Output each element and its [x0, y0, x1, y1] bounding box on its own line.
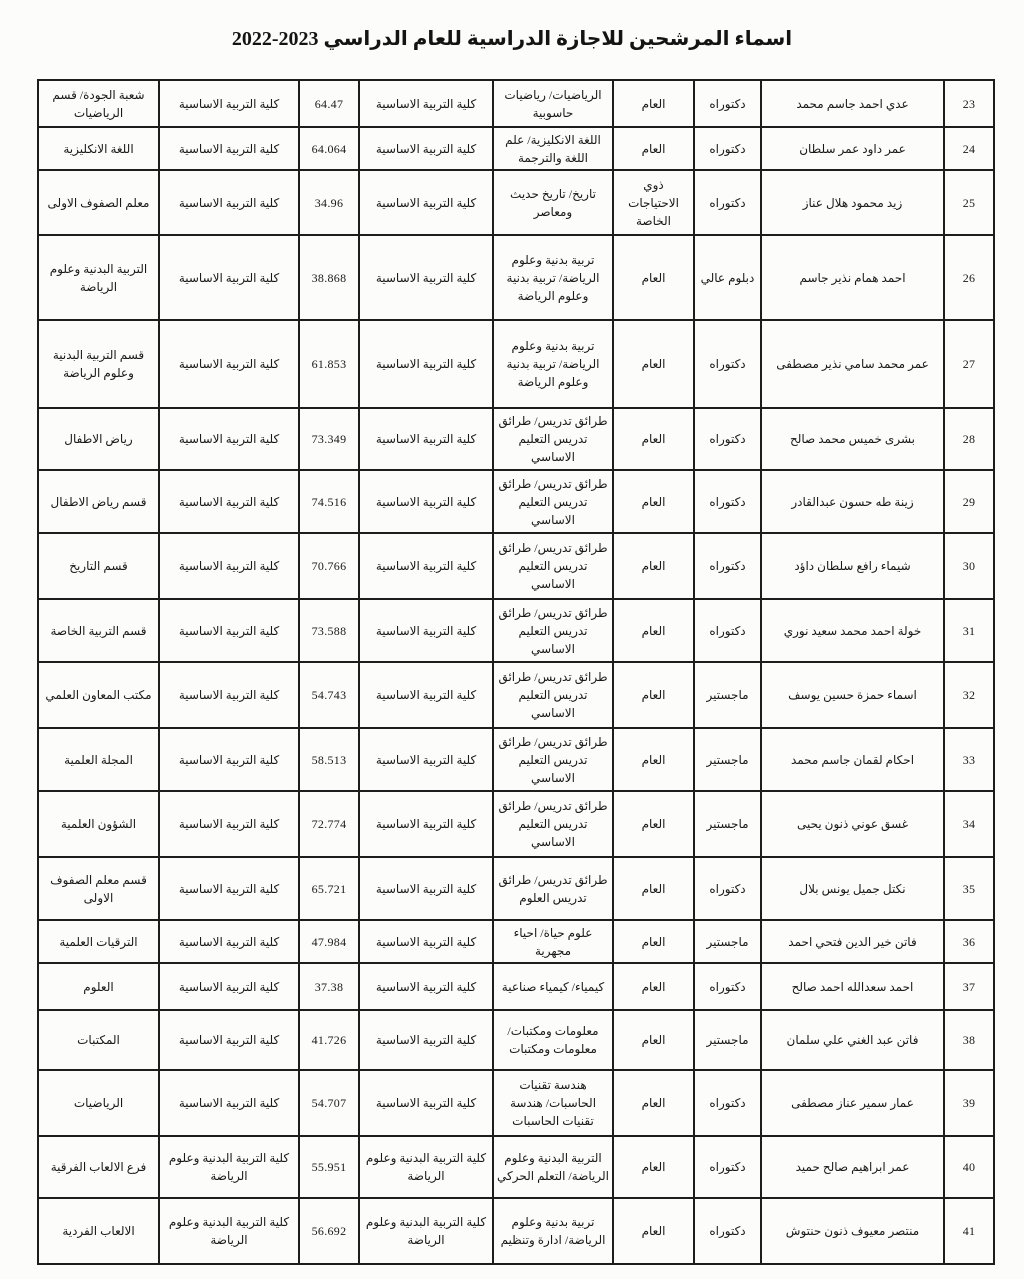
cell-name: فاتن عبد الغني علي سلمان	[761, 1010, 944, 1070]
cell-college: كلية التربية البدنية وعلوم الرياضة	[359, 1136, 493, 1198]
cell-no: 41	[944, 1198, 994, 1264]
cell-college: كلية التربية الاساسية	[359, 662, 493, 728]
cell-degree: دكتوراه	[694, 1070, 761, 1136]
cell-degree: ماجستير	[694, 728, 761, 791]
cell-college: كلية التربية الاساسية	[359, 920, 493, 963]
cell-category: العام	[613, 1070, 694, 1136]
cell-department: المكتبات	[38, 1010, 159, 1070]
cell-category: العام	[613, 533, 694, 599]
cell-no: 27	[944, 320, 994, 408]
cell-score: 47.984	[299, 920, 359, 963]
cell-department: التربية البدنية وعلوم الرياضة	[38, 235, 159, 320]
cell-no: 33	[944, 728, 994, 791]
cell-category: العام	[613, 662, 694, 728]
cell-category: العام	[613, 1198, 694, 1264]
cell-no: 32	[944, 662, 994, 728]
cell-specialization: تربية بدنية وعلوم الرياضة/ ادارة وتنظيم	[493, 1198, 613, 1264]
cell-specialization: اللغة الانكليزية/ علم اللغة والترجمة	[493, 127, 613, 170]
cell-category: العام	[613, 599, 694, 662]
cell-specialization: طرائق تدريس/ طرائق تدريس العلوم	[493, 857, 613, 920]
cell-college2: كلية التربية البدنية وعلوم الرياضة	[159, 1198, 299, 1264]
cell-name: احمد سعدالله احمد صالح	[761, 963, 944, 1010]
table-row	[38, 1010, 994, 1070]
table-row	[38, 170, 994, 235]
cell-category: العام	[613, 470, 694, 533]
cell-college2: كلية التربية الاساسية	[159, 320, 299, 408]
cell-college2: كلية التربية الاساسية	[159, 599, 299, 662]
table-row	[38, 857, 994, 920]
cell-degree: دكتوراه	[694, 1136, 761, 1198]
cell-department: الالعاب الفردية	[38, 1198, 159, 1264]
cell-category: العام	[613, 963, 694, 1010]
cell-specialization: طرائق تدريس/ طرائق تدريس التعليم الاساسي	[493, 599, 613, 662]
cell-name: شيماء رافع سلطان داؤد	[761, 533, 944, 599]
cell-no: 39	[944, 1070, 994, 1136]
candidates-table	[37, 79, 995, 1265]
cell-category: ذوي الاحتياجات الخاصة	[613, 170, 694, 235]
cell-score: 72.774	[299, 791, 359, 857]
table-row	[38, 127, 994, 170]
cell-score: 73.349	[299, 408, 359, 470]
cell-degree: دكتوراه	[694, 533, 761, 599]
cell-college: كلية التربية الاساسية	[359, 857, 493, 920]
cell-college2: كلية التربية البدنية وعلوم الرياضة	[159, 1136, 299, 1198]
cell-specialization: تربية بدنية وعلوم الرياضة/ تربية بدنية وعلوم الرياضة	[493, 320, 613, 408]
table-row	[38, 963, 994, 1010]
cell-name: غسق عوني ذنون يحيى	[761, 791, 944, 857]
cell-department: شعبة الجودة/ قسم الرياضيات	[38, 80, 159, 127]
cell-department: قسم التربية البدنية وعلوم الرياضة	[38, 320, 159, 408]
cell-department: معلم الصفوف الاولى	[38, 170, 159, 235]
cell-specialization: التربية البدنية وعلوم الرياضة/ التعلم الحركي	[493, 1136, 613, 1198]
table-row	[38, 662, 994, 728]
cell-department: اللغة الانكليزية	[38, 127, 159, 170]
cell-no: 26	[944, 235, 994, 320]
cell-name: احمد همام نذير جاسم	[761, 235, 944, 320]
cell-specialization: طرائق تدريس/ طرائق تدريس التعليم الاساسي	[493, 662, 613, 728]
cell-category: العام	[613, 235, 694, 320]
cell-no: 31	[944, 599, 994, 662]
cell-department: العلوم	[38, 963, 159, 1010]
cell-degree: ماجستير	[694, 662, 761, 728]
cell-degree: دكتوراه	[694, 408, 761, 470]
cell-score: 34.96	[299, 170, 359, 235]
cell-degree: دكتوراه	[694, 1198, 761, 1264]
cell-no: 34	[944, 791, 994, 857]
cell-no: 29	[944, 470, 994, 533]
cell-degree: دكتوراه	[694, 170, 761, 235]
table-row	[38, 1136, 994, 1198]
cell-specialization: طرائق تدريس/ طرائق تدريس التعليم الاساسي	[493, 791, 613, 857]
cell-score: 58.513	[299, 728, 359, 791]
cell-college: كلية التربية البدنية وعلوم الرياضة	[359, 1198, 493, 1264]
cell-college2: كلية التربية الاساسية	[159, 235, 299, 320]
cell-department: الرياضيات	[38, 1070, 159, 1136]
cell-score: 56.692	[299, 1198, 359, 1264]
cell-score: 64.064	[299, 127, 359, 170]
table-row	[38, 599, 994, 662]
cell-no: 30	[944, 533, 994, 599]
cell-name: احكام لقمان جاسم محمد	[761, 728, 944, 791]
cell-college2: كلية التربية الاساسية	[159, 127, 299, 170]
cell-no: 25	[944, 170, 994, 235]
cell-degree: دكتوراه	[694, 470, 761, 533]
cell-category: العام	[613, 728, 694, 791]
cell-category: العام	[613, 857, 694, 920]
table-row	[38, 728, 994, 791]
cell-department: فرع الالعاب الفرقية	[38, 1136, 159, 1198]
table-row	[38, 533, 994, 599]
cell-no: 36	[944, 920, 994, 963]
cell-no: 28	[944, 408, 994, 470]
cell-category: العام	[613, 408, 694, 470]
cell-category: العام	[613, 791, 694, 857]
cell-name: فاتن خير الدين فتحي احمد	[761, 920, 944, 963]
cell-score: 54.707	[299, 1070, 359, 1136]
cell-name: منتصر معيوف ذنون حنتوش	[761, 1198, 944, 1264]
cell-college: كلية التربية الاساسية	[359, 1070, 493, 1136]
cell-department: المجلة العلمية	[38, 728, 159, 791]
cell-college2: كلية التربية الاساسية	[159, 1010, 299, 1070]
cell-college: كلية التربية الاساسية	[359, 791, 493, 857]
cell-name: خولة احمد محمد سعيد نوري	[761, 599, 944, 662]
cell-category: العام	[613, 1010, 694, 1070]
cell-name: زينة طه حسون عبدالقادر	[761, 470, 944, 533]
cell-degree: ماجستير	[694, 791, 761, 857]
cell-score: 41.726	[299, 1010, 359, 1070]
cell-department: مكتب المعاون العلمي	[38, 662, 159, 728]
cell-college2: كلية التربية الاساسية	[159, 728, 299, 791]
cell-score: 37.38	[299, 963, 359, 1010]
cell-score: 54.743	[299, 662, 359, 728]
cell-name: عمر ابراهيم صالح حميد	[761, 1136, 944, 1198]
cell-category: العام	[613, 320, 694, 408]
cell-college2: كلية التربية الاساسية	[159, 857, 299, 920]
cell-department: الترقيات العلمية	[38, 920, 159, 963]
cell-specialization: الرياضيات/ رياضيات حاسوبية	[493, 80, 613, 127]
cell-no: 37	[944, 963, 994, 1010]
cell-no: 24	[944, 127, 994, 170]
table-row	[38, 235, 994, 320]
candidates-table-container	[37, 79, 995, 1265]
table-row	[38, 320, 994, 408]
cell-college2: كلية التربية الاساسية	[159, 1070, 299, 1136]
cell-score: 55.951	[299, 1136, 359, 1198]
cell-specialization: طرائق تدريس/ طرائق تدريس التعليم الاساسي	[493, 533, 613, 599]
cell-department: قسم معلم الصفوف الاولى	[38, 857, 159, 920]
cell-score: 38.868	[299, 235, 359, 320]
table-row	[38, 1070, 994, 1136]
candidates-table-body	[38, 80, 994, 1264]
table-row	[38, 80, 994, 127]
cell-degree: ماجستير	[694, 1010, 761, 1070]
cell-degree: دكتوراه	[694, 320, 761, 408]
table-row	[38, 920, 994, 963]
cell-college: كلية التربية الاساسية	[359, 127, 493, 170]
cell-category: العام	[613, 80, 694, 127]
cell-score: 70.766	[299, 533, 359, 599]
cell-score: 74.516	[299, 470, 359, 533]
cell-college: كلية التربية الاساسية	[359, 1010, 493, 1070]
cell-college: كلية التربية الاساسية	[359, 408, 493, 470]
cell-score: 65.721	[299, 857, 359, 920]
cell-college: كلية التربية الاساسية	[359, 533, 493, 599]
cell-degree: دكتوراه	[694, 963, 761, 1010]
cell-degree: ماجستير	[694, 920, 761, 963]
cell-name: عمار سمير عناز مصطفى	[761, 1070, 944, 1136]
cell-department: قسم رياض الاطفال	[38, 470, 159, 533]
cell-score: 61.853	[299, 320, 359, 408]
cell-no: 40	[944, 1136, 994, 1198]
cell-college: كلية التربية الاساسية	[359, 963, 493, 1010]
cell-score: 64.47	[299, 80, 359, 127]
cell-specialization: طرائق تدريس/ طرائق تدريس التعليم الاساسي	[493, 470, 613, 533]
cell-college: كلية التربية الاساسية	[359, 235, 493, 320]
cell-degree: دبلوم عالي	[694, 235, 761, 320]
cell-college2: كلية التربية الاساسية	[159, 80, 299, 127]
cell-college: كلية التربية الاساسية	[359, 470, 493, 533]
cell-no: 35	[944, 857, 994, 920]
cell-category: العام	[613, 1136, 694, 1198]
cell-specialization: كيمياء/ كيمياء صناعية	[493, 963, 613, 1010]
cell-name: اسماء حمزة حسين يوسف	[761, 662, 944, 728]
cell-college2: كلية التربية الاساسية	[159, 470, 299, 533]
cell-specialization: طرائق تدريس/ طرائق تدريس التعليم الاساسي	[493, 728, 613, 791]
cell-college2: كلية التربية الاساسية	[159, 920, 299, 963]
cell-college: كلية التربية الاساسية	[359, 728, 493, 791]
cell-college2: كلية التربية الاساسية	[159, 408, 299, 470]
cell-college2: كلية التربية الاساسية	[159, 170, 299, 235]
cell-name: زيد محمود هلال عناز	[761, 170, 944, 235]
cell-specialization: معلومات ومكتبات/ معلومات ومكتبات	[493, 1010, 613, 1070]
table-row	[38, 470, 994, 533]
cell-college: كلية التربية الاساسية	[359, 599, 493, 662]
cell-name: بشرى خميس محمد صالح	[761, 408, 944, 470]
cell-no: 23	[944, 80, 994, 127]
cell-name: نكتل جميل يونس بلال	[761, 857, 944, 920]
cell-college: كلية التربية الاساسية	[359, 80, 493, 127]
cell-department: الشؤون العلمية	[38, 791, 159, 857]
cell-degree: دكتوراه	[694, 80, 761, 127]
cell-degree: دكتوراه	[694, 599, 761, 662]
cell-no: 38	[944, 1010, 994, 1070]
cell-college2: كلية التربية الاساسية	[159, 791, 299, 857]
cell-college: كلية التربية الاساسية	[359, 170, 493, 235]
table-row	[38, 408, 994, 470]
cell-name: عمر محمد سامي نذير مصطفى	[761, 320, 944, 408]
cell-degree: دكتوراه	[694, 857, 761, 920]
cell-specialization: علوم حياة/ احياء مجهرية	[493, 920, 613, 963]
cell-category: العام	[613, 920, 694, 963]
cell-score: 73.588	[299, 599, 359, 662]
cell-college2: كلية التربية الاساسية	[159, 963, 299, 1010]
table-row	[38, 791, 994, 857]
cell-name: عدي احمد جاسم محمد	[761, 80, 944, 127]
cell-college: كلية التربية الاساسية	[359, 320, 493, 408]
cell-category: العام	[613, 127, 694, 170]
cell-specialization: طرائق تدريس/ طرائق تدريس التعليم الاساسي	[493, 408, 613, 470]
cell-department: قسم التربية الخاصة	[38, 599, 159, 662]
table-row	[38, 1198, 994, 1264]
cell-name: عمر داود عمر سلطان	[761, 127, 944, 170]
cell-department: رياض الاطفال	[38, 408, 159, 470]
cell-college2: كلية التربية الاساسية	[159, 533, 299, 599]
cell-specialization: هندسة تقنيات الحاسبات/ هندسة تقنيات الحاسبات	[493, 1070, 613, 1136]
cell-department: قسم التاريخ	[38, 533, 159, 599]
cell-degree: دكتوراه	[694, 127, 761, 170]
cell-specialization: تربية بدنية وعلوم الرياضة/ تربية بدنية وعلوم الرياضة	[493, 235, 613, 320]
page-title: اسماء المرشحين للاجازة الدراسية للعام الدراسي 2023-2022	[231, 28, 793, 50]
cell-college2: كلية التربية الاساسية	[159, 662, 299, 728]
cell-specialization: تاريخ/ تاريخ حديث ومعاصر	[493, 170, 613, 235]
